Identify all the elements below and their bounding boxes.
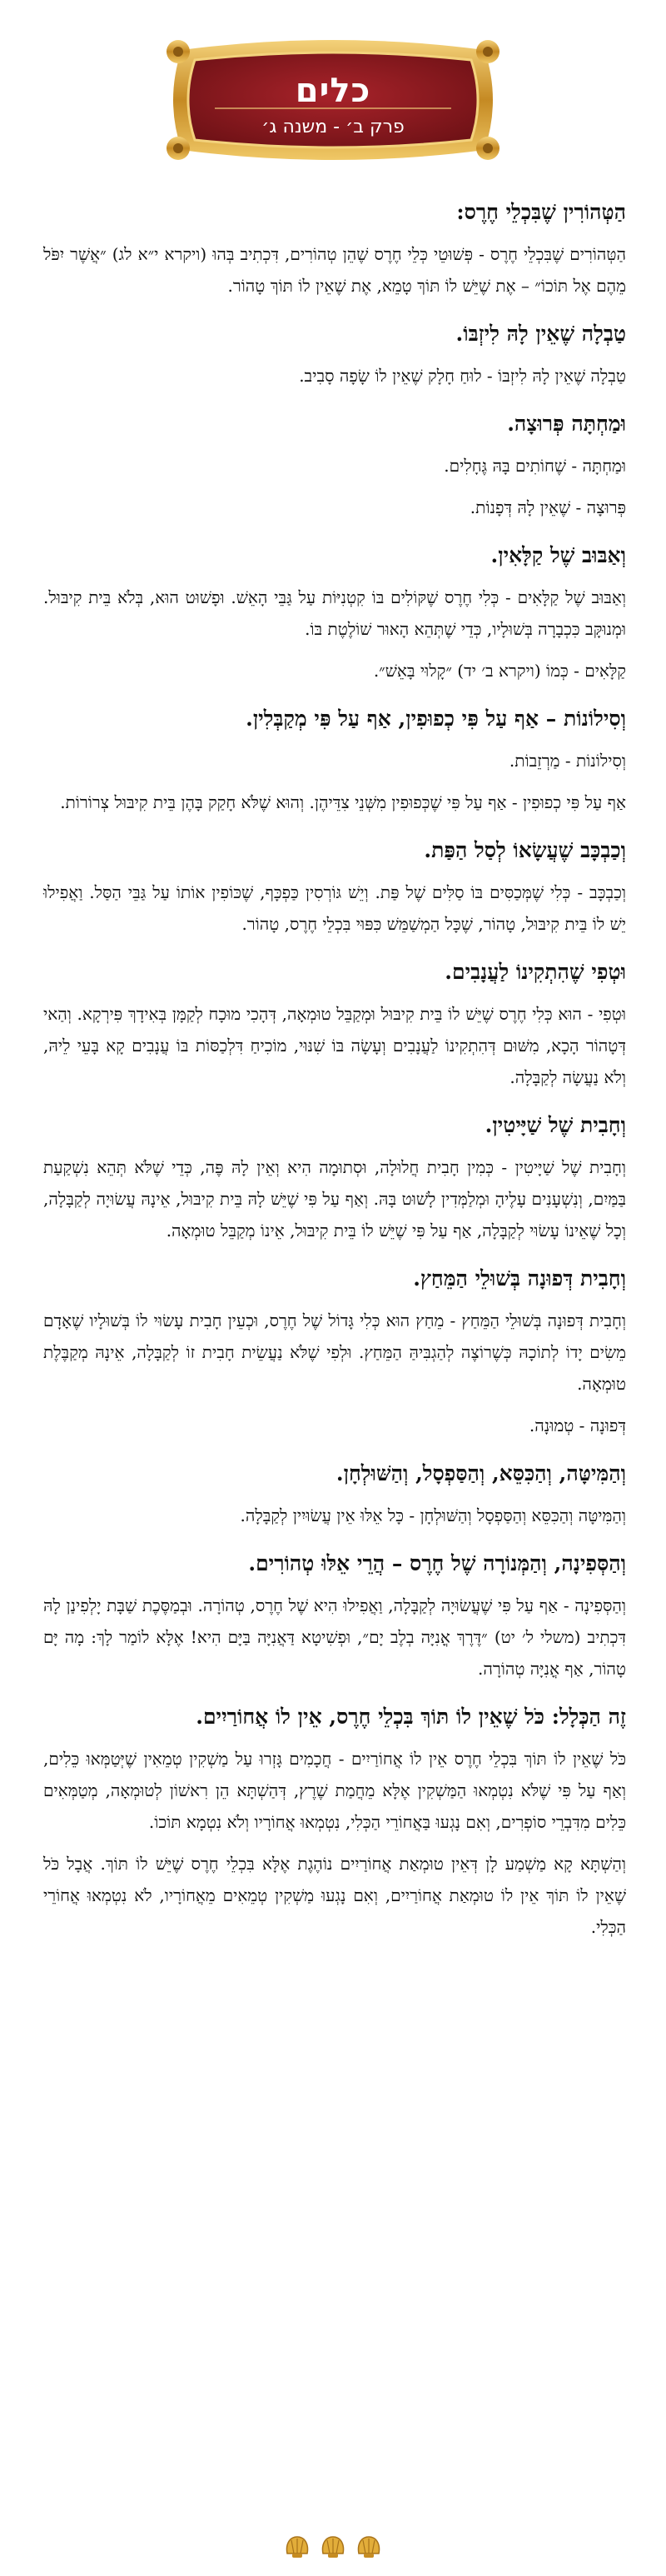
section xyxy=(43,535,626,686)
footer-ornament xyxy=(283,2533,383,2563)
commentary-paragraph: וּמַחְתָּה - שֶׁחוֹתִים בָּהּ גֶּחָלִים. xyxy=(444,456,626,476)
section xyxy=(43,1696,626,1943)
commentary-paragraph: וְהַמִּיטָּה וְהַכִּסֵּא וְהַסַּפְסָל וְהַשּׁוּלְחָן - כָּל אֵלּוּ אֵין עֲשׂוּיִין לְקַבָּלָה. xyxy=(240,1505,626,1525)
shell-icon xyxy=(355,2534,383,2562)
mishnah-heading: וְהַסְּפִינָה, וְהַמְּנוֹרָה שֶׁל חֶרֶס – הֲרֵי אֵלּוּ טְהוֹרִים. xyxy=(248,1551,626,1575)
content xyxy=(43,192,626,1954)
mishnah-heading: וּטְפִי שֶׁהִתְקִינוֹ לַעֲנָבִים. xyxy=(445,960,626,984)
commentary-paragraph: הַטְּהוֹרִים שֶׁבִּכְלֵי חֶרֶס - פְּשׁוּטֵי כְּלֵי חֶרֶס שֶׁהֵן טְהוֹרִים, דִּכְתִיב בְּהוּ (ויקרא י״א לג) ״אֲשֶׁר יִפֹּל מֵהֶם אֶל תּוֹכוֹ״ – אֶת שֶׁיֵּשׁ לוֹ תּוֹךְ טָמֵא, אֶת שֶׁאֵין לוֹ תּוֹךְ טָהוֹר. xyxy=(43,244,626,296)
section xyxy=(43,1105,626,1246)
commentary-paragraph: וְחָבִית שֶׁל שַׁיָּיטִין - כְּמִין חָבִית חֲלוּלָה, וּסְתוּמָה הִיא וְאֵין לָהּ פֶּה, כְּדֵי שֶׁלֹּא תְּהֵא נִשְׁקַעַת בַּמַּיִם, וְנִשְׁעָנִים עָלֶיהָ וּמְלַמְּדִין לָשׁוּט בָּהּ. וְאַף עַל פִּי שֶׁיֵּשׁ לָהּ בֵּית קִיבּוּל, אֵינָהּ עֲשׂוּיָה לְקַבָּלָה, וְכָל שֶׁאֵינוֹ עָשׂוּי לְקַבָּלָה, אַף עַל פִּי שֶׁיֵּשׁ לוֹ בֵּית קִיבּוּל, אֵינוֹ מְקַבֵּל טוּמְאָה. xyxy=(43,1157,626,1241)
title-banner xyxy=(157,33,509,167)
mishnah-heading: וְאַבּוּב שֶׁל קַלָּאִין. xyxy=(490,543,626,567)
section xyxy=(43,830,626,940)
section xyxy=(43,313,626,392)
mishnah-heading: טַבְלָה שֶׁאֵין לָהּ לִיזְבּוֹ. xyxy=(455,322,626,346)
mishnah-heading: הַטְּהוֹרִין שֶׁבִּכְלֵי חֶרֶס: xyxy=(456,200,626,224)
mishnah-heading: וְהַמִּיטָּה, וְהַכִּסֵּא, וְהַסַּפְסָל, וְהַשּׁוּלְחָן. xyxy=(335,1461,626,1485)
commentary-paragraph: וְסִילוֹנוֹת - מַרְזֵבוֹת. xyxy=(509,751,626,771)
commentary-paragraph: כֹּל שֶׁאֵין לוֹ תּוֹךְ בִּכְלֵי חֶרֶס אֵין לוֹ אֲחוֹרַיִים - חֲכָמִים גָּזְרוּ עַל מַשְׁקִין טְמֵאִין שֶׁיְּטַמְּאוּ כֵּלִים, וְאַף עַל פִּי שֶׁלֹּא נִטְמְאוּ הַמַּשְׁקִין אֶלָּא מֵחֲמַת שֶׁרֶץ, דְּהַשְׁתָּא הֵן רִאשׁוֹן לְטוּמְאָה, מְטַמְּאִים כֵּלִים מִדִּבְרֵי סוֹפְרִים, וְאִם נָגְעוּ בַּאֲחוֹרֵי הַכְּלִי, נִטְמְאוּ אֲחוֹרָיו וְלֹא נִטְמָא תּוֹכוֹ. xyxy=(43,1749,626,1832)
section xyxy=(43,951,626,1093)
mishnah-heading: וְחָבִית דְּפוּנָה בְּשׁוּלֵי הַמֵּחַץ. xyxy=(413,1266,626,1290)
commentary-paragraph: וְהַסְּפִינָה - אַף עַל פִּי שֶׁעֲשׂוּיָה לְקַבָּלָה, וַאֲפִילוּ הִיא שֶׁל חֶרֶס, טְהוֹרָה. וּבְמַסֶּכֶת שַׁבָּת יָלְפִינַן לָהּ דִּכְתִיב (משלי ל׳ יט) ״דֶּרֶךְ אֳנִיָּה בְלֶב יָם״, וּפְשִׁיטָא דַּאֲנִיָּה בַּיָּם הִיא! אֶלָּא לוֹמַר לָךְ: מָה יָּם טָהוֹר, אַף אֳנִיָּה טְהוֹרָה. xyxy=(43,1595,626,1679)
shell-icon xyxy=(319,2534,347,2562)
mishnah-heading: וְחָבִית שֶׁל שַׁיָּיטִין. xyxy=(485,1113,626,1137)
section xyxy=(43,403,626,523)
mishnah-heading: וְכַבְכָּב שֶׁעֲשָׂאוֹ לְסַל הַפַּת. xyxy=(424,838,626,862)
banner-subtitle: פרק ב׳ - משנה ג׳ xyxy=(261,117,405,137)
commentary-paragraph: וְכַבְכָּב - כְּלִי שֶׁמְּכַסִּים בּוֹ סַלִּים שֶׁל פַּת. וְיֵשׁ גּוֹרְסִין כַּפְכָּף, שֶׁכּוֹפִין אוֹתוֹ עַל גַּבֵּי הַסַּל. וַאֲפִילוּ יֵשׁ לוֹ בֵּית קִיבּוּל, טָהוֹר, שֶׁכָּל הַמְשַׁמֵּשׁ כִּפּוּי בִּכְלֵי חֶרֶס, טָהוֹר. xyxy=(43,882,626,934)
section xyxy=(43,698,626,818)
commentary-paragraph: אַף עַל פִּי כְפוּפִין - אַף עַל פִּי שֶׁכְּפוּפִין מִשְּׁנֵי צִדֵּיהֶן. וְהוּא שֶׁלֹּא חָקַק בָּהֶן בֵּית קִיבּוּל צְרוֹרוֹת. xyxy=(60,792,626,812)
commentary-paragraph: דְּפוּנָה - טְמוּנָה. xyxy=(529,1415,626,1435)
section xyxy=(43,192,626,302)
mishnah-heading: זֶה הַכְּלָל: כֹּל שֶׁאֵין לוֹ תּוֹךְ בִּכְלֵי חֶרֶס, אֵין לוֹ אֲחוֹרַיִים. xyxy=(196,1705,626,1729)
commentary-paragraph: טַבְלָה שֶׁאֵין לָהּ לִיזְבּוֹ - לוּחַ חָלָק שֶׁאֵין לוֹ שָׂפָה סָבִיב. xyxy=(299,366,626,386)
commentary-paragraph: וְהַשְׁתָּא קָא מַשְׁמַע לָן דְּאֵין טוּמְאַת אֲחוֹרַיִים נוֹהֶגֶת אֶלָּא בִּכְלֵי חֶרֶס שֶׁיֵּשׁ לוֹ תּוֹךְ. אֲבָל כֹּל שֶׁאֵין לוֹ תּוֹךְ אֵין לוֹ טוּמְאַת אֲחוֹרַיִים, וְאִם נָגְעוּ מַשְׁקִין טְמֵאִים מֵאֲחוֹרָיו, לֹא נִטְמְאוּ אֲחוֹרֵי הַכְּלִי. xyxy=(43,1854,626,1937)
section xyxy=(43,1453,626,1531)
section xyxy=(43,1258,626,1441)
mishnah-heading: וְסִילוֹנוֹת – אַף עַל פִּי כְפוּפִין, אַף עַל פִּי מְקַבְּלִין. xyxy=(246,706,626,731)
commentary-paragraph: קַלָּאִים - כְּמוֹ (ויקרא ב׳ יד) ״קָלוּי בָּאֵשׁ״. xyxy=(373,661,626,681)
commentary-paragraph: וְחָבִית דְּפוּנָה בְּשׁוּלֵי הַמֵּחַץ - מֵחַץ הוּא כְּלִי גָּדוֹל שֶׁל חֶרֶס, וּכְעֵין חָבִית עָשׂוּי לוֹ בְּשׁוּלָיו שֶׁאָדָם מֵשִׂים יָדוֹ לְתוֹכָהּ כְּשֶׁרוֹצֶה לְהַגְבִּיהַּ הַמֵּחַץ. וּלְפִי שֶׁלֹּא נַעֲשֵׂית חָבִית זוֹ לְקַבָּלָה, אֵינָהּ מְקַבֶּלֶת טוּמְאָה. xyxy=(43,1310,626,1394)
commentary-paragraph: וּטְפִי - הוּא כְּלִי חֶרֶס שֶׁיֵּשׁ לוֹ בֵּית קִיבּוּל וּמְקַבֵּל טוּמְאָה, דְּהָכִי מוּכָח לְקַמָּן בְּאִידָךְ פִּירְקָא. וְהַאי דְּטָהוֹר הָכָא, מִשּׁוּם דְּהִתְקִינוֹ לַעֲנָבִים וְעָשָׂה בּוֹ שִׁנּוּי, מוֹכִיחַ דִּלְכַסּוֹת בּוֹ עֲנָבִים קָא בָּעֵי לֵיהּ, וְלֹא נַעֲשָׂה לְקַבָּלָה. xyxy=(43,1004,626,1087)
commentary-paragraph: וְאַבּוּב שֶׁל קַלָּאִים - כְּלִי חֶרֶס שֶׁקּוֹלִים בּוֹ קִטְנִיּוֹת עַל גַּבֵּי הָאֵשׁ. וּפָשׁוּט הוּא, בְּלֹא בֵּית קִיבּוּל. וּמְנוּקָּב כִּכְבָרָה בְּשׁוּלָיו, כְּדֵי שֶׁתְּהֵא הָאוּר שׁוֹלֶטֶת בּוֹ. xyxy=(43,587,626,639)
mishnah-heading: וּמַחְתָּה פְּרוּצָה. xyxy=(507,412,626,436)
commentary-paragraph: פְּרוּצָה - שֶׁאֵין לָהּ דְּפָנוֹת. xyxy=(470,497,626,517)
banner-title: כלים xyxy=(295,72,371,110)
section xyxy=(43,1543,626,1685)
shell-icon xyxy=(283,2534,311,2562)
